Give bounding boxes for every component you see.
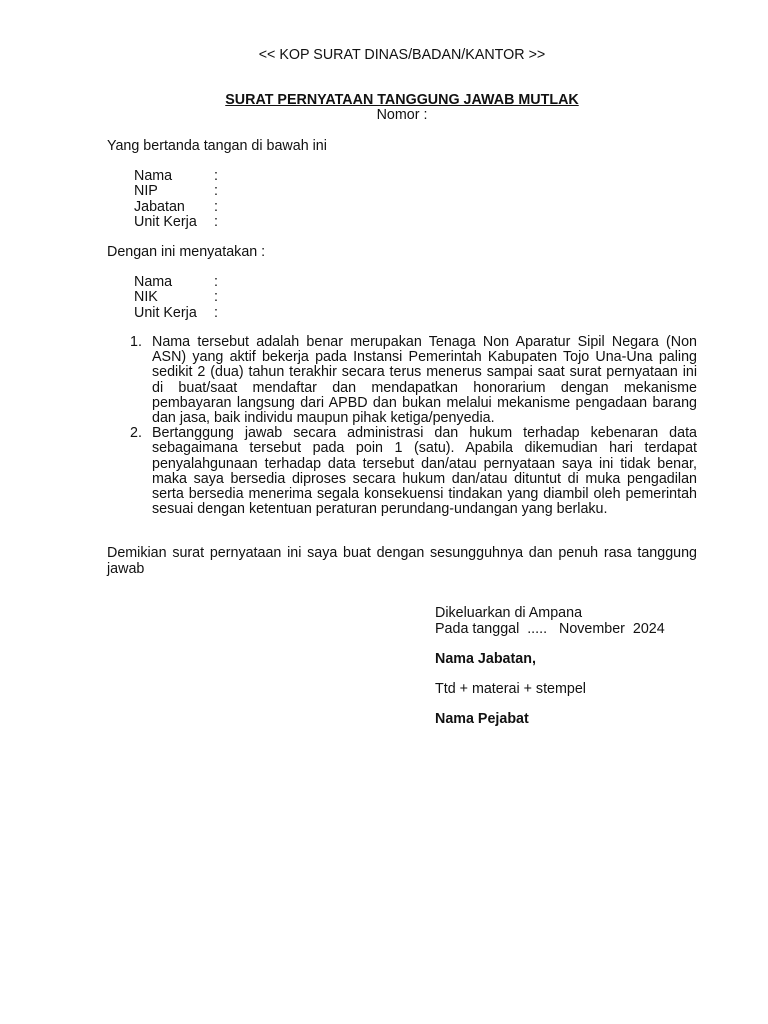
field-label: Unit Kerja bbox=[134, 213, 197, 230]
statement-points bbox=[130, 335, 697, 517]
field-colon: : bbox=[214, 274, 218, 290]
point-number: 2. bbox=[130, 425, 142, 442]
field-colon: : bbox=[214, 213, 218, 230]
signer-field-unit bbox=[134, 213, 218, 230]
subject-field-nik bbox=[134, 289, 218, 306]
closing-statement: Demikian surat pernyataan ini saya buat dengan sesungguhnya dan penuh rasa tanggung jawab bbox=[107, 545, 697, 577]
field-label: NIP bbox=[134, 183, 158, 200]
document-number: Nomor : bbox=[376, 107, 428, 123]
issued-date: Pada tanggal ..... November 2024 bbox=[435, 620, 665, 637]
field-label: NIK bbox=[134, 289, 158, 306]
field-colon: : bbox=[214, 183, 218, 200]
official-name: Nama Pejabat bbox=[435, 711, 529, 727]
field-label: Unit Kerja bbox=[134, 304, 197, 321]
field-label: Nama bbox=[134, 168, 173, 184]
field-label: Jabatan bbox=[134, 198, 185, 215]
signer-field-name bbox=[134, 168, 218, 184]
official-position: Nama Jabatan, bbox=[435, 651, 536, 667]
signature-block bbox=[435, 605, 735, 727]
point-text: Bertanggung jawab secara administrasi dan hukum terhadap kebenaran data sebagaimana tersebut pada poin 1 (satu). Apabila dikemudian hari terdapat penyalahgunaan terhadap data tersebut dan/atau pernyataan saya ini tidak benar, maka saya bersedia diproses secara hukum dan/atau dituntut di muka pengadilan serta bersedia menerima segala konsekuensi tindakan yang diambil oleh pemerintah sesuai dengan ketentuan peraturan perundang-undangan yang berlaku. bbox=[152, 425, 697, 518]
subject-field-name bbox=[134, 274, 218, 290]
signer-field-position bbox=[134, 198, 218, 215]
field-colon: : bbox=[214, 198, 218, 215]
signer-field-nip bbox=[134, 183, 218, 200]
field-colon: : bbox=[214, 289, 218, 306]
point-number: 1. bbox=[130, 334, 142, 350]
intro-text: Yang bertanda tangan di bawah ini bbox=[107, 138, 327, 154]
field-colon: : bbox=[214, 168, 218, 184]
field-label: Nama bbox=[134, 274, 173, 290]
subject-field-unit bbox=[134, 304, 218, 321]
field-colon: : bbox=[214, 304, 218, 321]
signature-stamp-note: Ttd + materai + stempel bbox=[435, 681, 586, 697]
point-text: Nama tersebut adalah benar merupakan Tenaga Non Aparatur Sipil Negara (Non ASN) yang aktif bekerja pada Instansi Pemerintah Kabupaten Tojo Una-Una paling sedikit 2 (dua) tahun terakhir secara terus menerus sampai saat surat pernyataan ini di buat/saat mendaftar dan mendapatkan honorarium dengan mekanisme pembayaran langsung dari APBD dan bukan melalui mekanisme pengadaan barang dan jasa, baik individu maupun pihak ketiga/penyedia. bbox=[152, 334, 697, 427]
statement-point bbox=[130, 335, 697, 426]
statement-point bbox=[130, 426, 697, 517]
subject-identity-list bbox=[134, 274, 218, 321]
signer-identity-list bbox=[134, 168, 218, 230]
document-title: SURAT PERNYATAAN TANGGUNG JAWAB MUTLAK bbox=[225, 92, 579, 108]
declaration-intro: Dengan ini menyatakan : bbox=[107, 244, 266, 260]
issued-place: Dikeluarkan di Ampana bbox=[435, 605, 583, 621]
letterhead-placeholder: << KOP SURAT DINAS/BADAN/KANTOR >> bbox=[258, 47, 546, 63]
